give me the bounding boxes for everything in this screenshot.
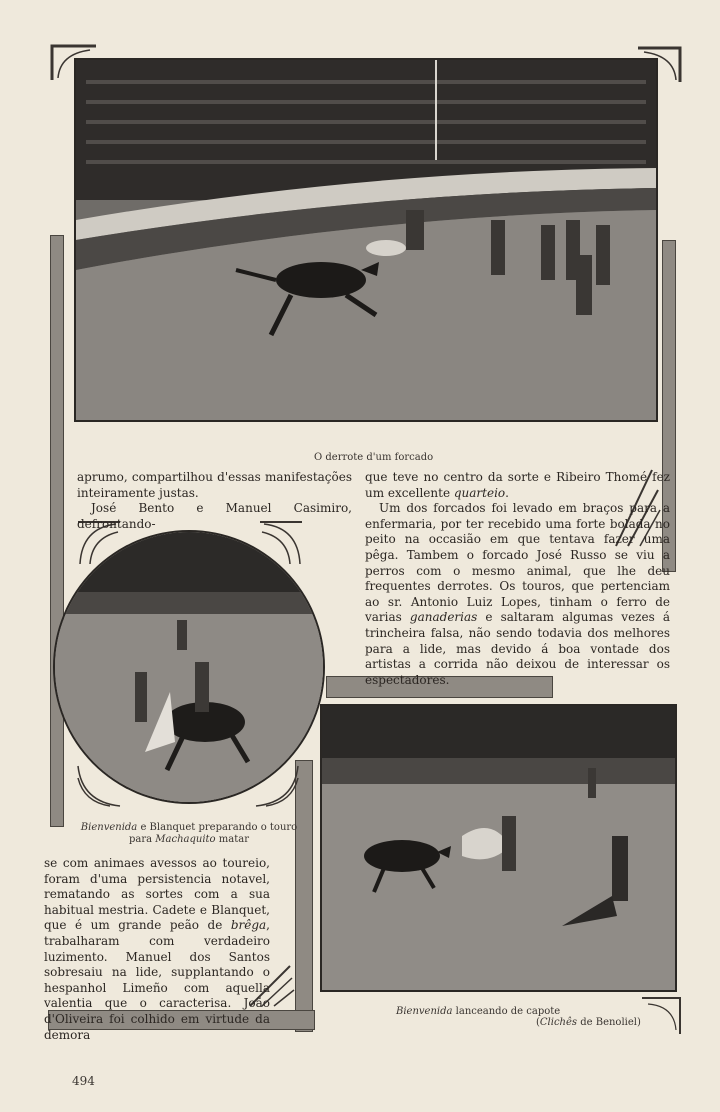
text-italic: brêga <box>230 918 267 933</box>
caption-italic: Bienvenida <box>396 1006 453 1017</box>
photo-credit <box>536 1017 641 1029</box>
text-italic: ganaderias <box>409 610 478 625</box>
credit-text: ( <box>536 1017 540 1028</box>
paragraph: José Bento e Manuel Casimiro, defrontando- <box>77 501 352 531</box>
caption-line <box>74 822 304 834</box>
caption-text: matar <box>215 834 249 845</box>
text-run: que teve no centro da sorte e Ribeiro Thomé fez um excellente <box>365 470 670 500</box>
text-italic: quarteio <box>453 485 506 500</box>
photo-bienvenida-capote <box>320 704 677 992</box>
text-run: . <box>505 485 509 500</box>
caption-line <box>74 834 304 846</box>
paragraph <box>44 856 270 1043</box>
caption-circle-photo <box>74 822 304 846</box>
text-run: Um dos forcados foi levado em braços para a enfermaria, por ter recebido uma forte bolada no peito na occasião em que tentava fazer uma pêga. Tambem o forcado José Russo se viu a perros com o mesmo animal, que lhe deu frequentes derrotes. Os touros, que pertenciam ao sr. Antonio Luiz Lopes, tinham o ferro de varias <box>365 501 670 625</box>
text-run: , trabalharam com verdadeiro luzimento. Manuel dos Santos sobresaiu na lide, supplantando o hespanhol Limeño com aquella valentia que o caracterisa. João d'Oliveira foi colhido em virtude da demora <box>44 918 270 1042</box>
photo-circle-bienvenida-blanquet <box>53 530 325 804</box>
text-left-top <box>77 470 352 532</box>
paragraph <box>365 501 670 688</box>
frame-bar-left-top <box>50 235 64 827</box>
page-number: 494 <box>72 1074 95 1088</box>
text-run: e saltaram algumas vezes á trincheira falsa, não sendo todavia dos melhores para a lide, mas devido á boa vontade dos artistas a corrida não deixou de interessar os espectadores. <box>365 610 670 687</box>
caption-top-photo: O derrote d'um forcado <box>314 452 434 463</box>
caption-text: e Blanquet preparando o touro <box>137 822 298 833</box>
caption-text: lanceando de capote <box>452 1006 561 1017</box>
caption-italic: Bienvenida <box>80 822 138 833</box>
paragraph <box>365 470 670 501</box>
text-run: se com animaes avessos ao toureio, foram d'uma persistencia notavel, rematando as sortes com a sua habitual mestria. Cadete e Blanquet, que é um grande peão de <box>44 856 270 933</box>
caption-text: para <box>129 834 156 845</box>
photo-forcado-derrote <box>74 58 658 422</box>
credit-italic: Clichês <box>539 1017 578 1028</box>
text-right-column <box>365 470 670 688</box>
caption-italic: Machaquito <box>155 834 216 845</box>
credit-text: de Benoliel) <box>577 1017 641 1028</box>
art-nouveau-corner-ornament-icon <box>640 994 684 1036</box>
paragraph: aprumo, compartilhou d'essas manifestações inteiramente justas. <box>77 470 352 500</box>
text-left-bottom <box>44 856 270 1043</box>
